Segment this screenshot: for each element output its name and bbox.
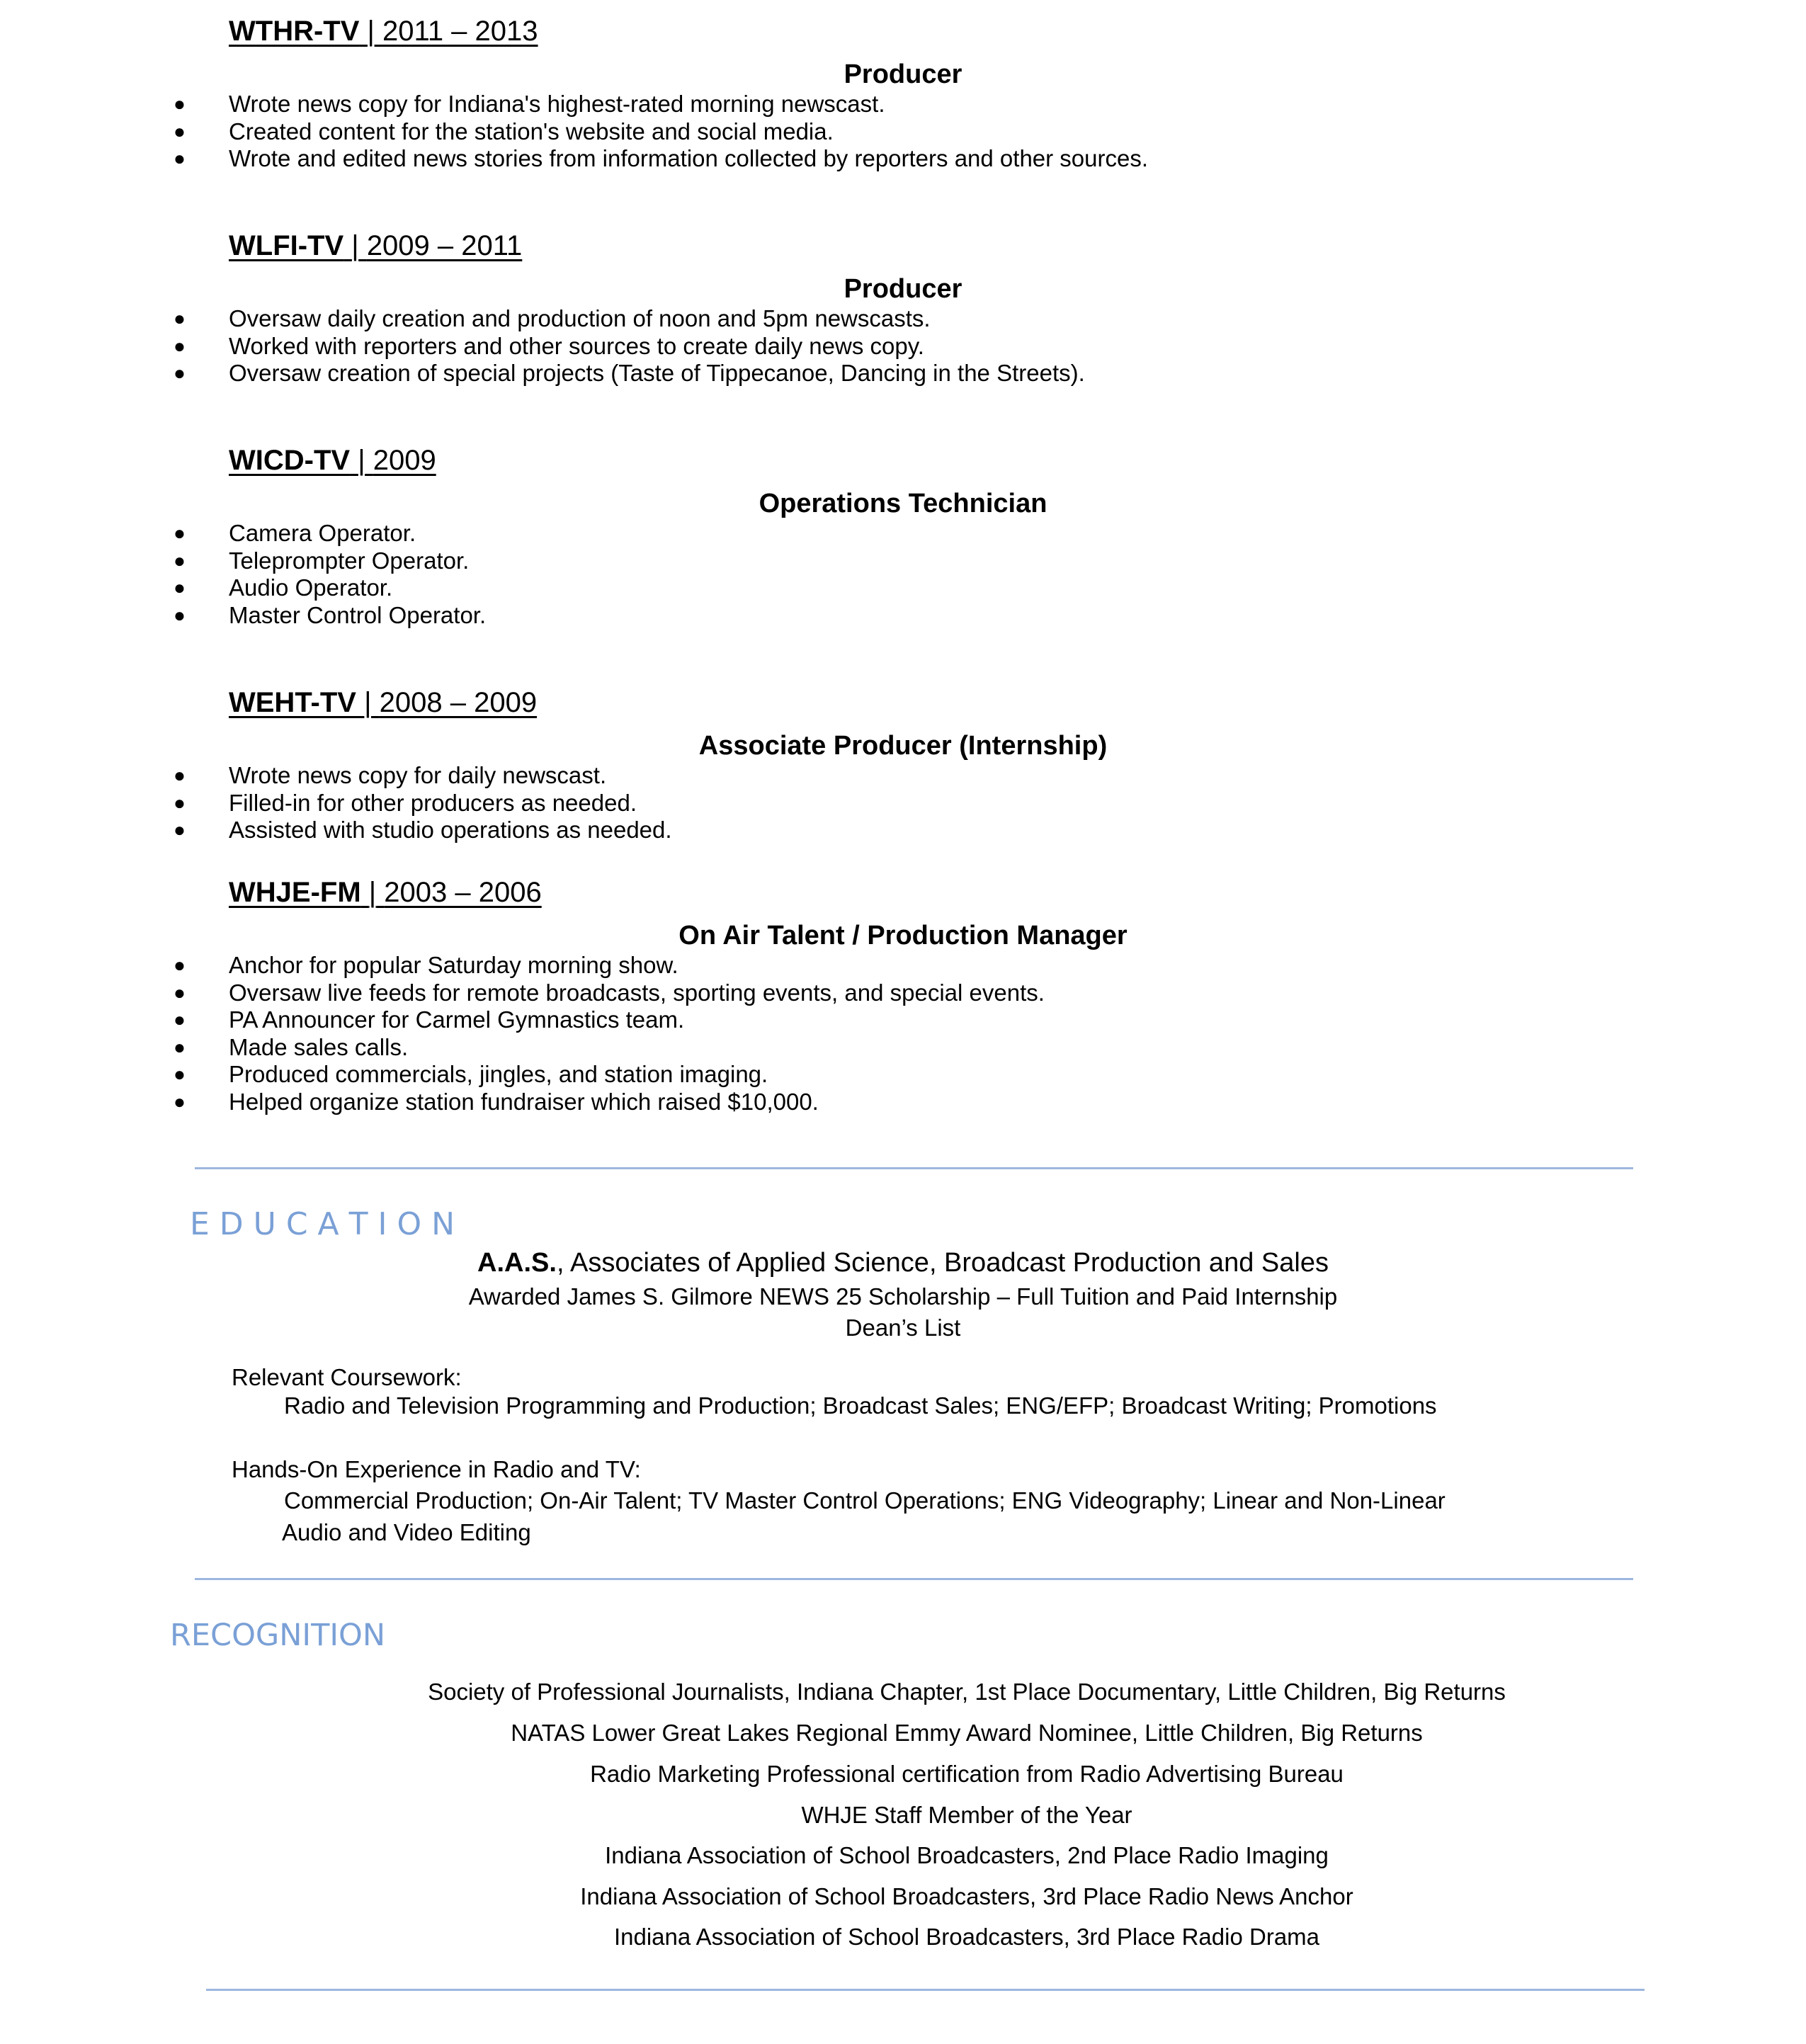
bullet-icon: ● bbox=[174, 334, 186, 357]
handson-text-line2: Audio and Video Editing bbox=[282, 1519, 531, 1545]
coursework-text: Radio and Television Programming and Production; Broadcast Sales; ENG/EFP; Broadcast Writing; Promotions bbox=[284, 1392, 1437, 1419]
handson-text-line1: Commercial Production; On-Air Talent; TV Master Control Operations; ENG Videography; Linear and Non-Linear bbox=[284, 1487, 1446, 1514]
bullet-icon: ● bbox=[174, 1090, 186, 1113]
station-name: WEHT-TV bbox=[229, 687, 356, 718]
bullet-icon: ● bbox=[174, 819, 186, 841]
list-item: ● Audio Operator. bbox=[174, 574, 393, 601]
job-bullets bbox=[174, 520, 486, 629]
list-item: ● Camera Operator. bbox=[174, 520, 416, 546]
list-item: ● Wrote news copy for daily newscast. bbox=[174, 762, 607, 788]
list-item: ● Helped organize station fundraiser which raised $10,000. bbox=[174, 1088, 819, 1115]
bullet-icon: ● bbox=[174, 362, 186, 384]
job-heading bbox=[229, 877, 542, 909]
list-item: ● Master Control Operator. bbox=[174, 601, 487, 628]
section-divider bbox=[206, 1989, 1645, 1991]
station-name: WICD-TV bbox=[229, 445, 351, 476]
job-dates: 2011 – 2013 bbox=[382, 16, 538, 47]
job-title: Associate Producer (Internship) bbox=[698, 731, 1108, 761]
bullet-icon: ● bbox=[174, 577, 186, 598]
bullet-icon: ● bbox=[174, 93, 186, 115]
list-item: WHJE Staff Member of the Year bbox=[801, 1802, 1132, 1828]
bullet-icon: ● bbox=[174, 764, 186, 786]
bullet-icon: ● bbox=[174, 120, 186, 142]
job-title: Producer bbox=[844, 59, 962, 89]
separator: | bbox=[368, 877, 377, 908]
job-bullets bbox=[174, 952, 1045, 1115]
bullet-icon: ● bbox=[174, 791, 186, 814]
list-item: ● Wrote news copy for Indiana's highest-rated morning newscast. bbox=[174, 91, 885, 117]
list-item: ● Oversaw creation of special projects (Taste of Tippecanoe, Dancing in the Streets). bbox=[174, 360, 1085, 386]
scholarship-award: Awarded James S. Gilmore NEWS 25 Scholarship – Full Tuition and Paid Internship bbox=[468, 1283, 1338, 1310]
separator: | bbox=[367, 16, 375, 47]
bullet-icon: ● bbox=[174, 1009, 186, 1030]
education-heading: E D U C A T I O N bbox=[190, 1206, 455, 1242]
list-item: ● Made sales calls. bbox=[174, 1033, 409, 1060]
job-bullets bbox=[174, 762, 672, 844]
recognition-heading: RECOGNITION bbox=[170, 1618, 386, 1653]
list-item: ● Wrote and edited news stories from information collected by reporters and other sources. bbox=[174, 145, 1149, 171]
job-dates: 2008 – 2009 bbox=[379, 687, 538, 718]
degree-name: , Associates of Applied Science, Broadcast Production and Sales bbox=[556, 1248, 1329, 1278]
bullet-icon: ● bbox=[174, 522, 186, 544]
job-title: Producer bbox=[844, 274, 962, 304]
list-item: ● Filled-in for other producers as needed. bbox=[174, 789, 637, 816]
separator: | bbox=[358, 445, 365, 476]
list-item: Indiana Association of School Broadcasters, 3rd Place Radio News Anchor bbox=[580, 1883, 1353, 1909]
bullet-icon: ● bbox=[174, 603, 186, 626]
job-bullets bbox=[174, 91, 1148, 173]
separator: | bbox=[351, 230, 359, 261]
list-item: NATAS Lower Great Lakes Regional Emmy Award Nominee, Little Children, Big Returns bbox=[511, 1720, 1423, 1746]
job-heading bbox=[229, 445, 436, 477]
section-divider bbox=[195, 1167, 1633, 1169]
bullet-icon: ● bbox=[174, 549, 186, 572]
job-heading bbox=[229, 687, 537, 719]
job-heading bbox=[229, 16, 538, 47]
bullet-icon: ● bbox=[174, 954, 186, 976]
station-name: WHJE-FM bbox=[229, 877, 361, 908]
list-item: ● Worked with reporters and other sources to create daily news copy. bbox=[174, 332, 924, 359]
list-item: ● Oversaw daily creation and production of noon and 5pm newscasts. bbox=[174, 305, 931, 331]
station-name: WTHR-TV bbox=[229, 16, 360, 47]
handson-label: Hands-On Experience in Radio and TV: bbox=[232, 1456, 641, 1482]
job-dates: 2009 – 2011 bbox=[366, 230, 523, 261]
list-item: Society of Professional Journalists, Indiana Chapter, 1st Place Documentary, Little Children, Big Returns bbox=[428, 1679, 1506, 1705]
list-item: ● Created content for the station's website and social media. bbox=[174, 118, 834, 144]
deans-list: Dean’s List bbox=[845, 1315, 961, 1341]
job-bullets bbox=[174, 305, 1085, 387]
list-item: ● Produced commercials, jingles, and station imaging. bbox=[174, 1061, 768, 1087]
list-item: Indiana Association of School Broadcasters, 2nd Place Radio Imaging bbox=[605, 1842, 1329, 1868]
degree-abbr: A.A.S. bbox=[477, 1248, 557, 1278]
section-divider bbox=[195, 1578, 1633, 1580]
bullet-icon: ● bbox=[174, 1035, 186, 1058]
list-item: ● Anchor for popular Saturday morning show. bbox=[174, 952, 678, 978]
bullet-icon: ● bbox=[174, 307, 186, 329]
list-item: ● PA Announcer for Carmel Gymnastics team. bbox=[174, 1006, 685, 1033]
separator: | bbox=[364, 687, 372, 718]
station-name: WLFI-TV bbox=[229, 230, 344, 261]
list-item: Indiana Association of School Broadcasters, 3rd Place Radio Drama bbox=[613, 1924, 1320, 1950]
list-item: ● Oversaw live feeds for remote broadcasts, sporting events, and special events. bbox=[174, 979, 1045, 1006]
degree-line bbox=[0, 1248, 1806, 1278]
job-dates: 2009 bbox=[373, 445, 436, 476]
list-item: ● Teleprompter Operator. bbox=[174, 547, 470, 574]
list-item: Radio Marketing Professional certification from Radio Advertising Bureau bbox=[590, 1761, 1344, 1787]
coursework-label: Relevant Coursework: bbox=[232, 1364, 462, 1390]
bullet-icon: ● bbox=[174, 147, 186, 169]
bullet-icon: ● bbox=[174, 981, 186, 1004]
list-item: ● Assisted with studio operations as needed. bbox=[174, 817, 672, 843]
job-heading bbox=[229, 230, 522, 262]
job-title: On Air Talent / Production Manager bbox=[678, 921, 1128, 950]
job-title: Operations Technician bbox=[759, 489, 1047, 518]
job-dates: 2003 – 2006 bbox=[384, 877, 542, 908]
bullet-icon: ● bbox=[174, 1063, 186, 1085]
